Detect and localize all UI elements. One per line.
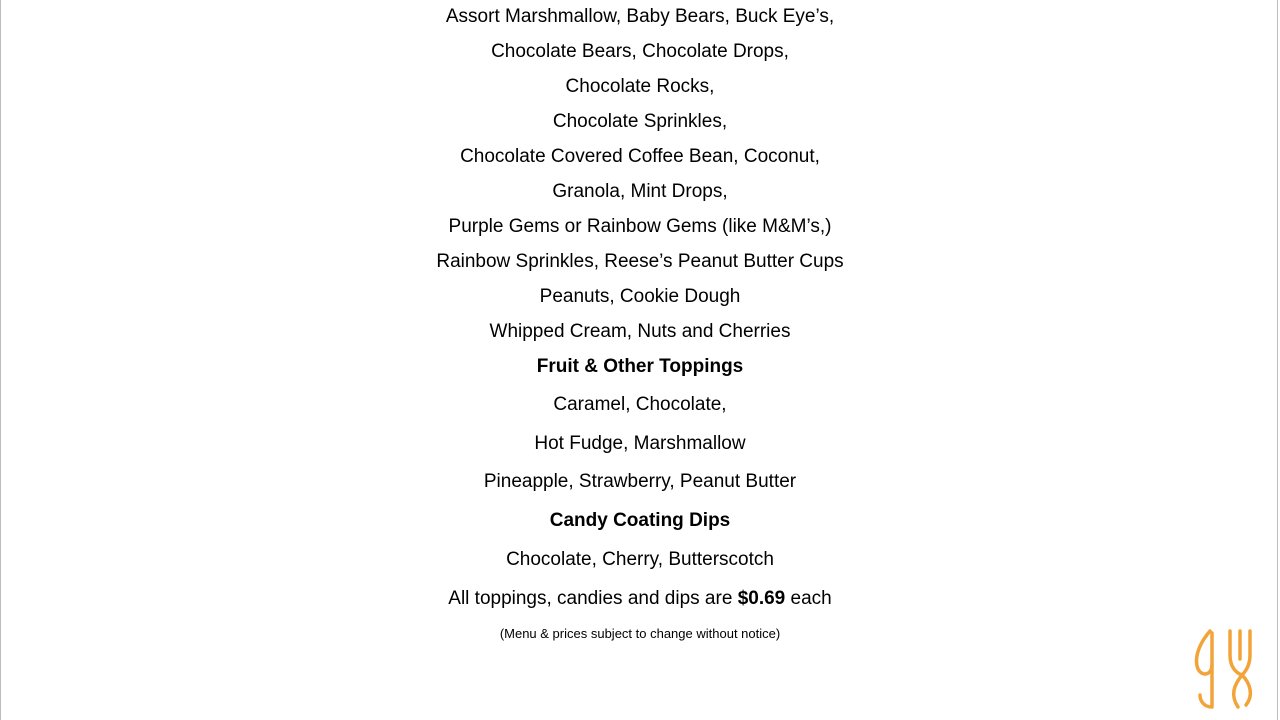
- candy-line: Chocolate Sprinkles,: [552, 111, 728, 132]
- candy-line: Chocolate Bears, Chocolate Drops,: [491, 41, 789, 62]
- candy-line: Granola, Mint Drops,: [552, 181, 728, 202]
- fruit-line: Caramel, Chocolate,: [553, 394, 727, 415]
- fruit-line: Pineapple, Strawberry, Peanut Butter: [483, 471, 797, 492]
- candy-line: Chocolate Covered Coffee Bean, Coconut,: [460, 146, 820, 167]
- candy-line: Assort Marshmallow, Baby Bears, Buck Eye’s,: [445, 6, 835, 27]
- candy-line: Rainbow Sprinkles, Reese’s Peanut Butter Cups: [436, 251, 844, 272]
- candy-line: Peanuts, Cookie Dough: [539, 286, 741, 307]
- candy-line: Purple Gems or Rainbow Gems (like M&M’s,): [448, 216, 832, 237]
- price-suffix: each: [785, 588, 832, 609]
- dips-heading: Candy Coating Dips: [549, 510, 731, 531]
- fork-logo-icon: [1190, 625, 1260, 710]
- dips-line: Chocolate, Cherry, Butterscotch: [506, 549, 774, 570]
- price-line: [0, 588, 1280, 610]
- price-value: $0.69: [737, 588, 786, 609]
- fruit-toppings-heading: Fruit & Other Toppings: [536, 356, 744, 377]
- fruit-line: Hot Fudge, Marshmallow: [534, 433, 746, 454]
- disclaimer-note: (Menu & prices subject to change without notice): [499, 626, 781, 641]
- candy-line: Chocolate Rocks,: [565, 76, 715, 97]
- price-prefix: All toppings, candies and dips are: [448, 588, 738, 609]
- candy-line: Whipped Cream, Nuts and Cherries: [489, 321, 791, 342]
